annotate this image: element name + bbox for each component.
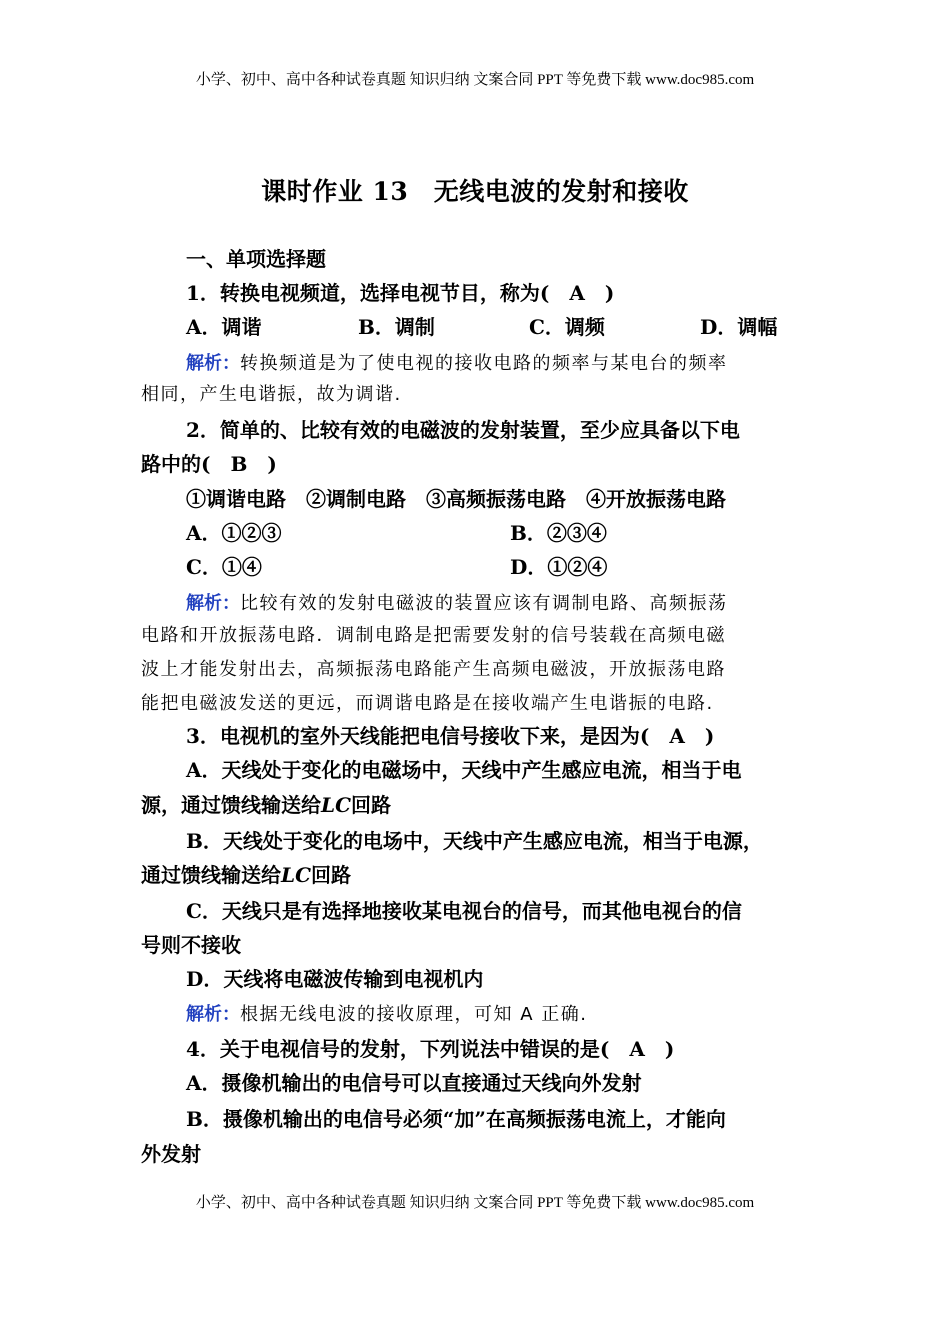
q3-b-text: 通过馈线输送给 [141, 863, 281, 887]
q2-option-b: B．②③④ [510, 521, 607, 545]
q2-items: ①调谐电路 ②调制电路 ③高频振荡电路 ④开放振荡电路 [186, 487, 726, 511]
q3-option-b: B．天线处于变化的电场中，天线中产生感应电流，相当于电源， [186, 829, 763, 853]
q1-option-b: B．调制 [358, 315, 435, 339]
q1-option-c: C．调频 [529, 315, 605, 339]
page-title: 课时作业 13 无线电波的发射和接收 [261, 177, 689, 206]
q3-option-d: D．天线将电磁波传输到电视机内 [186, 967, 484, 991]
q2-explanation-cont-1: 电路和开放振荡电路．调制电路是把需要发射的信号装载在高频电磁 [141, 625, 726, 646]
q2-option-d: D．①②④ [510, 555, 608, 579]
q3-option-a-cont [141, 790, 391, 820]
q2-stem-cont: 路中的( B ) [141, 452, 277, 476]
q1-explanation-line [186, 347, 728, 379]
q1-explanation-cont: 相同，产生电谐振，故为调谐. [141, 384, 402, 405]
q2-explanation-text: 比较有效的发射电磁波的装置应该有调制电路、高频振荡 [240, 593, 728, 614]
page-header: 小学、初中、高中各种试卷真题 知识归纳 文案合同 PPT 等免费下载 www.doc985.com [195, 72, 755, 88]
q3-stem: 3．电视机的室外天线能把电信号接收下来，是因为( A ) [186, 724, 715, 748]
q3-a-text-end: 回路 [350, 793, 391, 817]
q3-option-c-cont: 号则不接收 [141, 933, 241, 957]
q3-explanation-line [186, 998, 587, 1030]
lc-symbol: LC [321, 793, 351, 817]
q3-option-b-cont [141, 860, 351, 890]
q1-option-a: A．调谐 [186, 315, 262, 339]
q1-option-d: D．调幅 [700, 315, 778, 339]
q4-option-b: B．摄像机输出的电信号必须“加”在高频振荡电流上，才能向 [186, 1107, 726, 1131]
q2-option-c: C．①④ [186, 555, 262, 579]
page-footer: 小学、初中、高中各种试卷真题 知识归纳 文案合同 PPT 等免费下载 www.doc985.com [195, 1195, 755, 1211]
q3-option-a: A．天线处于变化的电磁场中，天线中产生感应电流，相当于电 [186, 758, 742, 782]
explain-label: 解析： [186, 353, 240, 374]
q1-stem: 1．转换电视频道，选择电视节目，称为( A ) [186, 281, 615, 305]
q2-explanation-line [186, 587, 728, 619]
q3-a-text: 源，通过馈线输送给 [141, 793, 321, 817]
q1-explanation-text: 转换频道是为了使电视的接收电路的频率与某电台的频率 [240, 353, 728, 374]
q3-b-text-end: 回路 [310, 863, 351, 887]
q3-explanation-text: 根据无线电波的接收原理，可知 A 正确. [240, 1004, 588, 1025]
lc-symbol: LC [281, 863, 311, 887]
section-heading: 一、单项选择题 [186, 247, 326, 271]
q4-option-b-cont: 外发射 [141, 1142, 201, 1166]
q4-option-a: A．摄像机输出的电信号可以直接通过天线向外发射 [186, 1071, 642, 1095]
explain-label: 解析： [186, 1004, 240, 1025]
q4-stem: 4．关于电视信号的发射，下列说法中错误的是( A ) [186, 1037, 675, 1061]
q2-explanation-cont-3: 能把电磁波发送的更远，而调谐电路是在接收端产生电谐振的电路. [141, 693, 714, 714]
explain-label: 解析： [186, 593, 240, 614]
q2-stem: 2．简单的、比较有效的电磁波的发射装置，至少应具备以下电 [186, 418, 740, 442]
q2-option-a: A．①②③ [186, 521, 282, 545]
q2-explanation-cont-2: 波上才能发射出去，高频振荡电路能产生高频电磁波，开放振荡电路 [141, 659, 726, 680]
q3-option-c: C．天线只是有选择地接收某电视台的信号，而其他电视台的信 [186, 899, 742, 923]
